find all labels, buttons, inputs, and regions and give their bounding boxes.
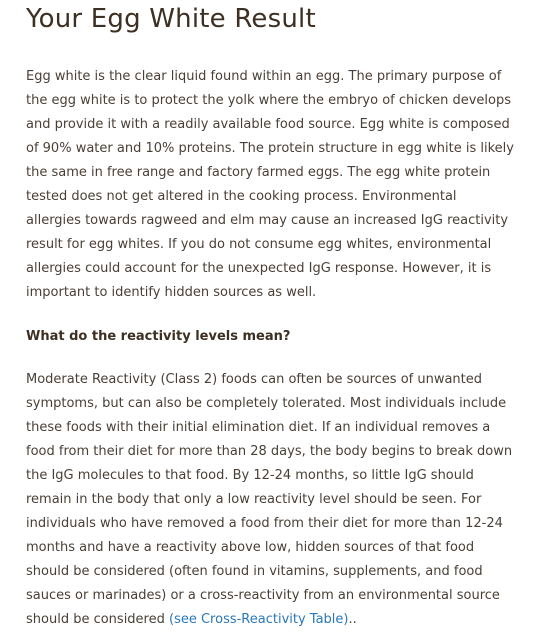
reactivity-levels-paragraph xyxy=(26,368,514,632)
cross-reactivity-table-link[interactable]: (see Cross-Reactivity Table) xyxy=(169,612,349,627)
reactivity-levels-text-end: .. xyxy=(348,612,357,627)
result-content xyxy=(26,0,514,632)
intro-paragraph: Egg white is the clear liquid found within an egg. The primary purpose of the egg white is to protect the yolk where the embryo of chicken develops and provide it with a readily available food source. Egg white is composed of 90% water and 10% proteins. The protein structure in egg white is likely the same in free range and factory farmed eggs. The egg white protein tested does not get altered in the cooking process. Environmental allergies towards ragweed and elm may cause an increased IgG reactivity result for egg whites. If you do not consume egg whites, environmental allergies could account for the unexpected IgG response. However, it is important to identify hidden sources as well. xyxy=(26,69,514,300)
reactivity-levels-text: Moderate Reactivity (Class 2) foods can often be sources of unwanted symptoms, but can also be completely tolerated. Most individuals include these foods with their initial elimination diet. If an individual removes a food from their diet for more than 28 days, the body begins to break down the IgG molecules to that food. By 12-24 months, so little IgG should remain in the body that only a low reactivity level should be seen. For individuals who have removed a food from their diet for more than 12-24 months and have a reactivity above low, hidden sources of that food should be considered (often found in vitamins, supplements, and food sauces or marinades) or a cross-reactivity from an environmental source should be considered xyxy=(26,372,513,627)
reactivity-levels-heading: What do the reactivity levels mean? xyxy=(26,329,291,344)
page-title: Your Egg White Result xyxy=(26,4,316,34)
